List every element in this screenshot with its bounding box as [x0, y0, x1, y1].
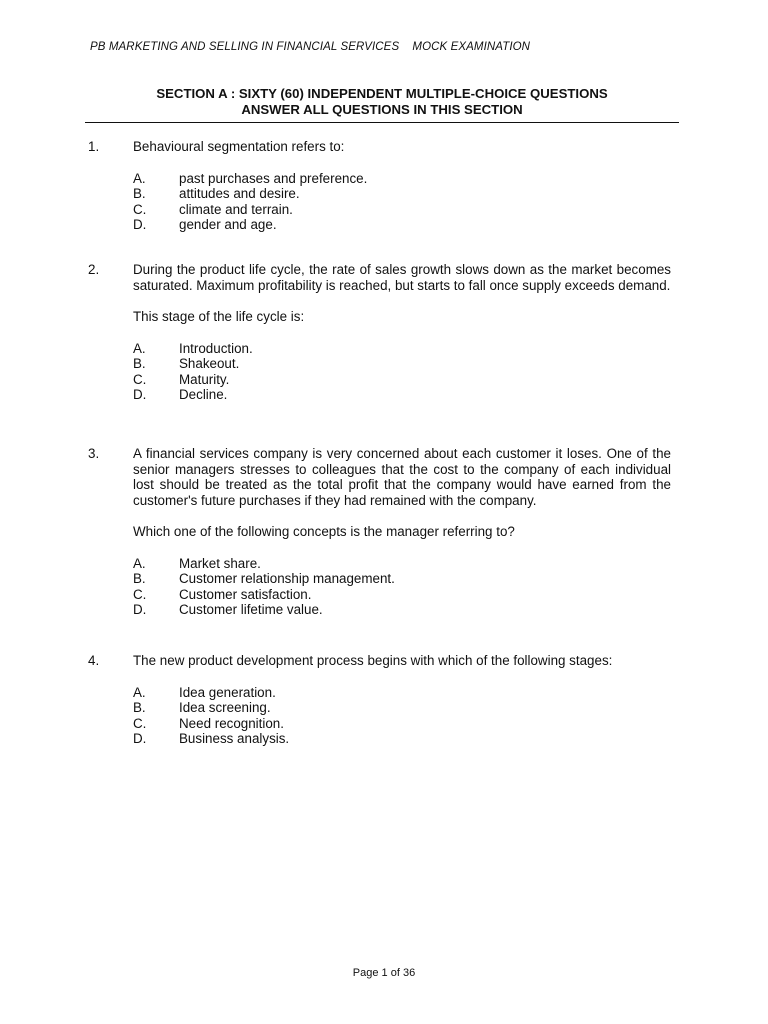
option-d [133, 602, 671, 618]
option-text: Idea screening. [179, 700, 271, 715]
option-b [133, 700, 671, 716]
option-text: Need recognition. [179, 715, 284, 731]
option-text: Customer satisfaction. [179, 586, 312, 602]
option-letter: D. [133, 731, 147, 746]
option-letter: A. [133, 555, 146, 571]
question-number: 4. [88, 653, 100, 668]
section-title [85, 86, 679, 118]
option-letter: A. [133, 170, 146, 186]
option-text: Shakeout. [179, 356, 240, 371]
option-text: Idea generation. [179, 684, 276, 700]
question-stem: The new product development process begins with which of the following stages: [133, 653, 613, 668]
option-letter: A. [133, 340, 146, 356]
option-a [133, 556, 671, 572]
option-letter: C. [133, 201, 147, 217]
question-stem: Behavioural segmentation refers to: [133, 139, 345, 154]
option-text: attitudes and desire. [179, 186, 300, 201]
option-d [133, 731, 671, 747]
option-b [133, 186, 671, 202]
option-a [133, 341, 671, 357]
option-c [133, 372, 671, 388]
option-letter: D. [133, 602, 147, 617]
option-letter: B. [133, 186, 146, 201]
option-letter: B. [133, 571, 146, 586]
option-c [133, 202, 671, 218]
question-prompt: This stage of the life cycle is: [133, 309, 305, 324]
section-title-line-2: ANSWER ALL QUESTIONS IN THIS SECTION [241, 102, 523, 117]
option-b [133, 356, 671, 372]
option-text: Decline. [179, 387, 228, 402]
question-body [133, 139, 671, 233]
question-body [133, 446, 671, 618]
option-text: gender and age. [179, 217, 277, 232]
option-text: Customer relationship management. [179, 571, 395, 586]
option-d [133, 217, 671, 233]
option-text: Maturity. [179, 371, 230, 387]
question-number: 1. [88, 139, 100, 154]
option-letter: D. [133, 387, 147, 402]
option-letter: C. [133, 586, 147, 602]
option-c [133, 716, 671, 732]
option-text: Market share. [179, 555, 261, 571]
option-text: climate and terrain. [179, 201, 293, 217]
option-a [133, 171, 671, 187]
option-b [133, 571, 671, 587]
option-text: Introduction. [179, 340, 253, 356]
question-number: 2. [88, 262, 100, 277]
option-text: Customer lifetime value. [179, 602, 323, 617]
option-letter: B. [133, 356, 146, 371]
option-text: past purchases and preference. [179, 170, 368, 186]
option-letter: A. [133, 684, 146, 700]
option-d [133, 387, 671, 403]
option-c [133, 587, 671, 603]
question-number: 3. [88, 446, 100, 461]
option-letter: C. [133, 371, 147, 387]
question-body [133, 262, 671, 403]
section-title-line-1: SECTION A : SIXTY (60) INDEPENDENT MULTIPLE-CHOICE QUESTIONS [156, 86, 608, 101]
question-stem: During the product life cycle, the rate of sales growth slows down as the market becomes saturated. Maximum profitability is reached, but starts to fall once supply exceeds demand. [133, 262, 671, 293]
option-a [133, 685, 671, 701]
question-prompt: Which one of the following concepts is the manager referring to? [133, 524, 515, 539]
option-letter: D. [133, 217, 147, 232]
page-number: Page 1 of 36 [352, 967, 416, 979]
option-letter: B. [133, 700, 146, 715]
option-letter: C. [133, 715, 147, 731]
question-stem: A financial services company is very concerned about each customer it loses. One of the senior managers stresses to colleagues that the cost to the company of each individual lost should be treated as the total profit that the company would have earned from the customer's future purchases if they had remained with the company. [133, 446, 671, 508]
option-text: Business analysis. [179, 731, 290, 746]
section-divider [85, 122, 679, 123]
question-body [133, 653, 671, 747]
document-header: PB MARKETING AND SELLING IN FINANCIAL SERVICES MOCK EXAMINATION [90, 41, 531, 53]
